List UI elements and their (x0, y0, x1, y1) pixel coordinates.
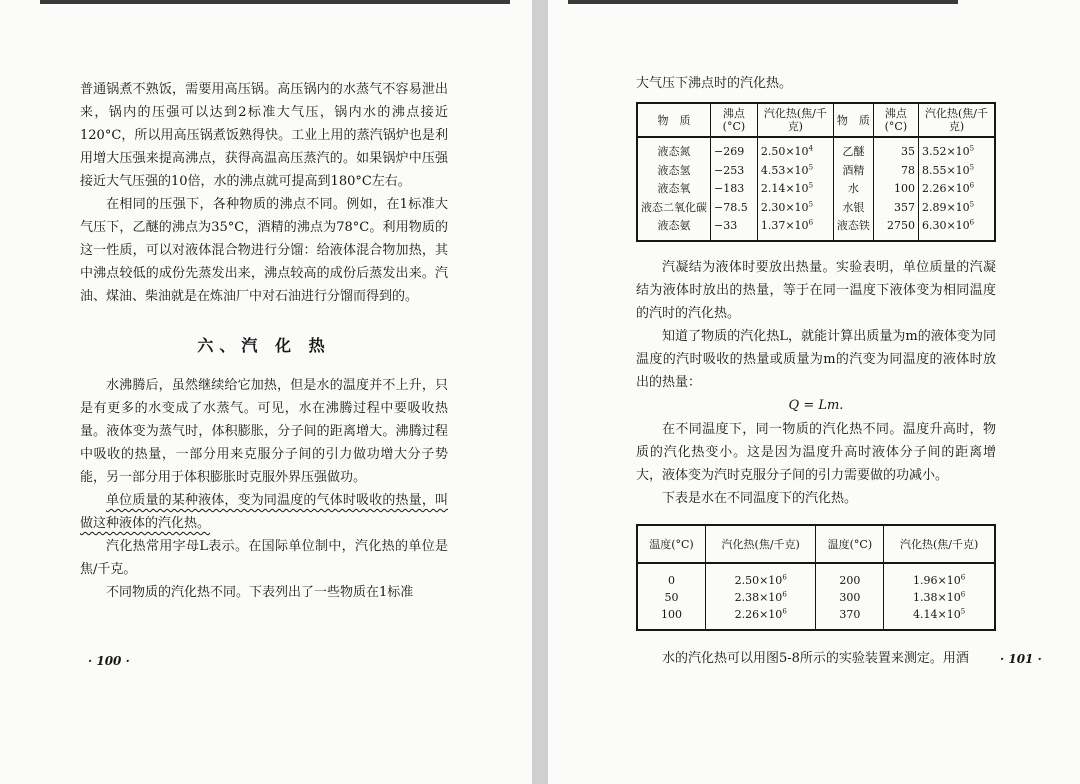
heat-value: $2.89\times 10^5$ (918, 199, 995, 218)
boiling-point: 78 (873, 162, 918, 181)
boiling-point: −183 (711, 180, 758, 199)
temperature: 300 (816, 589, 884, 606)
column-header: 温度(°C) (816, 525, 884, 563)
paragraph: 水沸腾后，虽然继续给它加热，但是水的温度并不上升，只是有更多的水变成了水蒸气。可见，水在沸腾过程中要吸收热量。液体变为蒸气时，体积膨胀，分子间的距离增大。沸腾过程中吸收的热量，一部分用来克服分子间的引力做功增大分子势能，另一部分用于体积膨胀时克服外界压强做功。 (80, 378, 448, 485)
boiling-point: −78.5 (711, 199, 758, 218)
definition-paragraph (80, 489, 448, 535)
heat-value: $6.30\times 10^6$ (918, 217, 995, 241)
column-header: 物 质 (637, 103, 711, 137)
heat-value: $2.14\times 10^5$ (757, 180, 833, 199)
paragraph: 在不同温度下，同一物质的汽化热不同。温度升高时，物质的汽化热变小。这是因为温度升高时液体分子间的距离增大，液体变为汽时克服分子间的引力需要做的功减小。 (636, 421, 996, 483)
paragraph: 在相同的压强下，各种物质的沸点不同。例如，在1标准大气压下，乙醚的沸点为35°C，酒精的沸点为78°C。利用物质的这一性质，可以对液体混合物进行分馏：给液体混合物加热，其中沸点较低的成份先蒸发出来，沸点较高的成份后蒸发出来。汽油、煤油、柴油就是在炼油厂中对石油进行分馏而得到的。 (80, 197, 448, 304)
table-row (637, 589, 995, 606)
scan-edge (568, 0, 958, 4)
heat-value: $4.14\times 10^5$ (884, 606, 995, 630)
boiling-point: 357 (873, 199, 918, 218)
scan-edge (40, 0, 510, 4)
table-row (637, 563, 995, 589)
page-number: · 100 · (88, 654, 130, 668)
temperature: 370 (816, 606, 884, 630)
table-row (637, 180, 995, 199)
boiling-point-heat-table (636, 102, 996, 242)
heat-value: $2.26\times 10^6$ (705, 606, 816, 630)
boiling-point: 2750 (873, 217, 918, 241)
column-header: 汽化热(焦/千克) (757, 103, 833, 137)
table-header-row (637, 103, 995, 137)
column-header: 物 质 (833, 103, 873, 137)
column-header: 温度(°C) (637, 525, 705, 563)
table-header-row (637, 525, 995, 563)
heat-value: $1.96\times 10^6$ (884, 563, 995, 589)
table-caption: 大气压下沸点时的汽化热。 (636, 76, 793, 91)
paragraph: 普通锅煮不熟饭，需要用高压锅。高压锅内的水蒸气不容易泄出来，锅内的压强可以达到2标准大气压，锅内水的沸点接近120°C，所以用高压锅煮饭熟得快。工业上用的蒸汽锅炉也是利用增大压强来提高沸点，获得高温高压蒸汽的。如果锅炉中压强接近大气压强的10倍，水的沸点就可提高到180°C左右。 (80, 82, 448, 189)
paragraph: 知道了物质的汽化热L，就能计算出质量为m的液体变为同温度的汽时吸收的热量或质量为m的汽变为同温度的液体时放出的热量： (636, 328, 996, 390)
water-heat-table (636, 524, 996, 631)
heat-value: $2.50\times 10^4$ (757, 137, 833, 162)
right-page (548, 0, 1080, 784)
paragraph: 水的汽化热可以用图5-8所示的实验装置来测定。用酒 (662, 650, 969, 666)
table-row (637, 217, 995, 241)
column-header: 汽化热(焦/千克) (918, 103, 995, 137)
boiling-point: 35 (873, 137, 918, 162)
substance: 液态氨 (637, 217, 711, 241)
formula: Q = Lm. (788, 397, 844, 413)
definition-text: 单位质量的某种液体，变为同温度的气体时吸收的热量，叫做这种液体的汽化热。 (80, 493, 448, 531)
paragraph: 汽凝结为液体时要放出热量。实验表明，单位质量的汽凝结为液体时放出的热量，等于在同一温度下液体变为相同温度的汽时的汽化热。 (636, 259, 996, 321)
boiling-point: −269 (711, 137, 758, 162)
substance: 液态氢 (637, 162, 711, 181)
heat-value: $2.30\times 10^5$ (757, 199, 833, 218)
heat-value: $2.38\times 10^6$ (705, 589, 816, 606)
substance: 酒精 (833, 162, 873, 181)
substance: 液态氮 (637, 137, 711, 162)
heat-value: $1.37\times 10^6$ (757, 217, 833, 241)
column-header: 汽化热(焦/千克) (705, 525, 816, 563)
heat-value: $2.50\times 10^6$ (705, 563, 816, 589)
substance: 乙醚 (833, 137, 873, 162)
book-spine (532, 0, 548, 784)
heat-value: $8.55\times 10^5$ (918, 162, 995, 181)
boiling-point: −33 (711, 217, 758, 241)
right-page-body (636, 74, 996, 670)
left-page-body (80, 78, 448, 604)
column-header: 沸点(°C) (873, 103, 918, 137)
heat-value: $3.52\times 10^5$ (918, 137, 995, 162)
page-number: · 101 · (1000, 652, 1042, 666)
left-page (0, 0, 532, 784)
section-title: 六、汽 化 热 (197, 336, 331, 355)
heat-value: $1.38\times 10^6$ (884, 589, 995, 606)
heat-value: $4.53\times 10^5$ (757, 162, 833, 181)
paragraph: 不同物质的汽化热不同。下表列出了一些物质在1标准 (106, 585, 414, 600)
temperature: 50 (637, 589, 705, 606)
temperature: 200 (816, 563, 884, 589)
paragraph: 汽化热常用字母L表示。在国际单位制中，汽化热的单位是焦/千克。 (80, 539, 448, 577)
boiling-point: 100 (873, 180, 918, 199)
substance: 水 (833, 180, 873, 199)
paragraph: 下表是水在不同温度下的汽化热。 (662, 490, 858, 506)
substance: 液态氧 (637, 180, 711, 199)
temperature: 0 (637, 563, 705, 589)
table-row (637, 137, 995, 162)
column-header: 沸点(°C) (711, 103, 758, 137)
table-row (637, 606, 995, 630)
heat-value: $2.26\times 10^6$ (918, 180, 995, 199)
table-row (637, 199, 995, 218)
substance: 液态二氧化碳 (637, 199, 711, 218)
substance: 液态铁 (833, 217, 873, 241)
substance: 水银 (833, 199, 873, 218)
boiling-point: −253 (711, 162, 758, 181)
table-row (637, 162, 995, 181)
column-header: 汽化热(焦/千克) (884, 525, 995, 563)
temperature: 100 (637, 606, 705, 630)
